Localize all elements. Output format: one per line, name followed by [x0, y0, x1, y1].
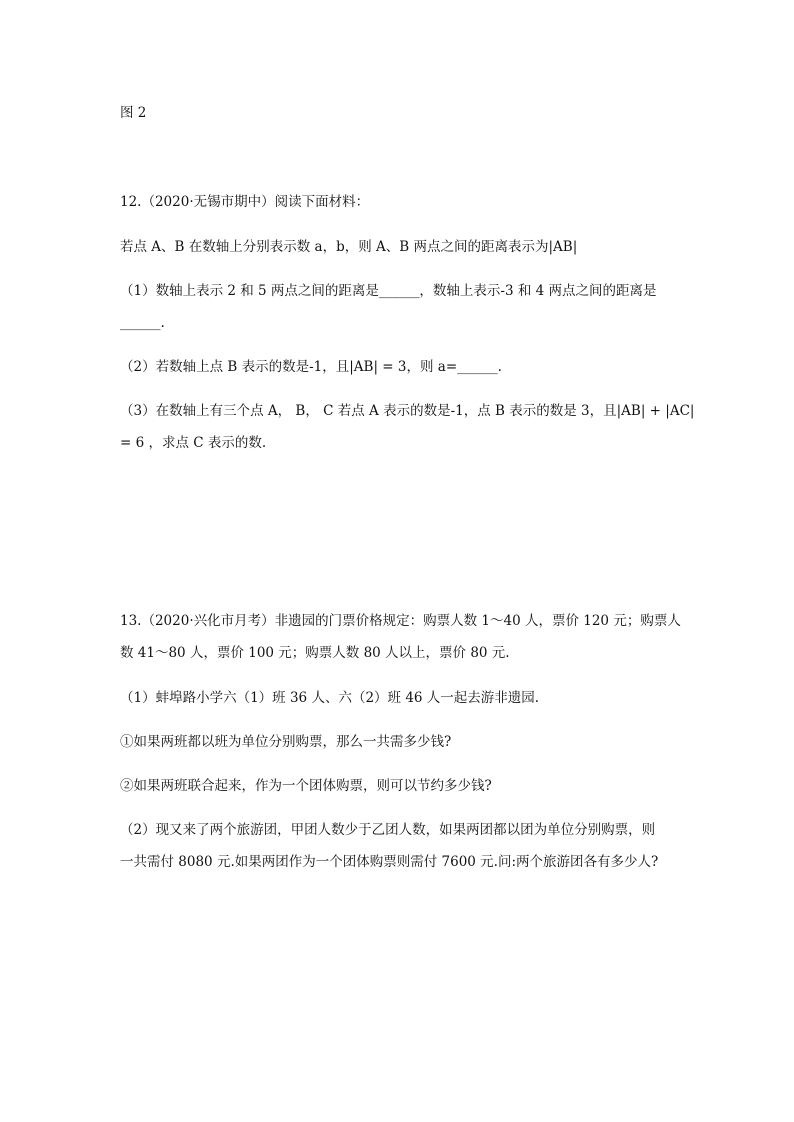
q13-part2-line1: （2）现又来了两个旅游团，甲团人数少于乙团人数，如果两团都以团为单位分别购票，则 [120, 822, 656, 838]
q12-part2: （2）若数轴上点 B 表示的数是-1，且|AB| = 3，则 a=______. [120, 359, 502, 375]
q12-material: 若点 A、B 在数轴上分别表示数 a，b，则 A、B 两点之间的距离表示为|AB| [120, 239, 578, 255]
q12-part1-line1: （1）数轴上表示 2 和 5 两点之间的距离是______，数轴上表示-3 和 4 两点之间的距离是 [120, 283, 657, 299]
q13-sub2: ②如果两班联合起来，作为一个团体购票，则可以节约多少钱? [120, 778, 492, 794]
q13-header-line1: 13.（2020·兴化市月考）非遗园的门票价格规定：购票人数 1～40 人，票价 120 元；购票人 [120, 613, 681, 629]
q12-part3-line1: （3）在数轴上有三个点 A， B， C 若点 A 表示的数是-1，点 B 表示的数是 3，且|AB| + |AC| [120, 403, 695, 419]
q13-part1: （1）蚌埠路小学六（1）班 36 人、六（2）班 46 人一起去游非遗园. [120, 690, 540, 706]
q12-part3-line2: = 6 ，求点 C 表示的数. [120, 435, 267, 451]
q12-part1-line2: ______. [120, 315, 165, 331]
figure-caption: 图 2 [120, 105, 147, 121]
q12-header: 12.（2020·无锡市期中）阅读下面材料： [120, 194, 370, 210]
q13-sub1: ①如果两班都以班为单位分别购票，那么一共需多少钱? [120, 734, 452, 750]
q13-part2-line2: 一共需付 8080 元.如果两团作为一个团体购票则需付 7600 元.问:两个旅游团各有多少人? [120, 854, 659, 870]
q13-header-line2: 数 41～80 人，票价 100 元；购票人数 80 人以上，票价 80 元. [120, 645, 510, 661]
